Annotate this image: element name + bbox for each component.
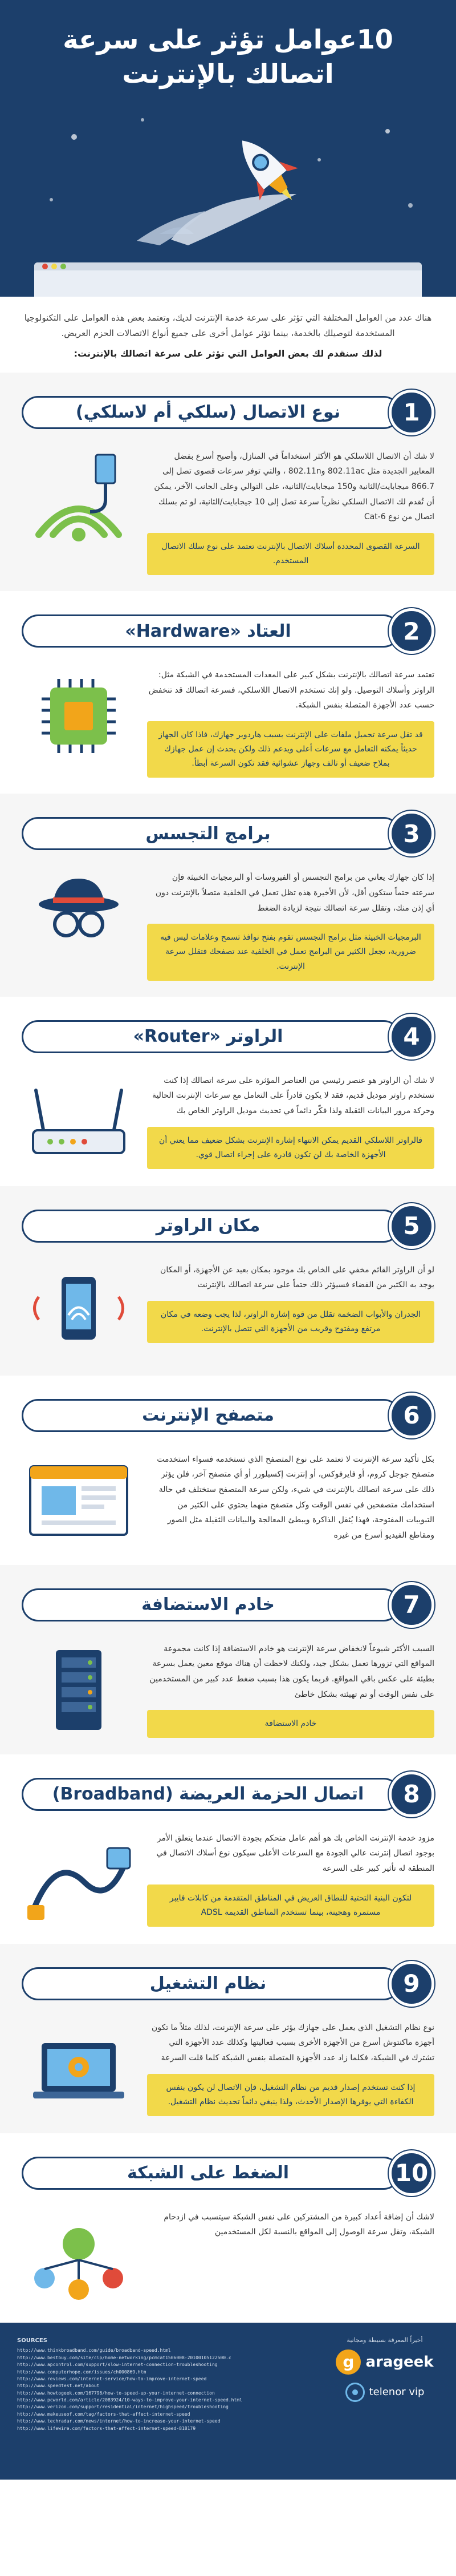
- cpu-chip-icon: [22, 668, 136, 765]
- section-header: [22, 1961, 434, 2007]
- section-text: بكل تأكيد سرعة الإنترنت لا تعتمد على نوع المتصفح الذي تستخدمه فسواء استخدمت متصفح جوجل كروم، أو فايرفوكس، أو إنترنت إكسبلورر أو أي متصفح آخر، فلن يؤثر ذلك على سرعة اتصالك بالإنترنت في شيء، ولكن سرعة المتصفح ستختلف في حالة استخدامك متصفحين في نفس الوقت وكل متصفح منهما يحتوي على الكثير من التبويبات المفتوحة، فهذا يُثقل الذاكرة ويبطئ المعالجة والبيانات الثقيلة مثل الصور ومقاطع الفيديو أسرع من غيره: [157, 1454, 434, 1540]
- section-title: الراوتر «Router»: [22, 1020, 400, 1053]
- title-line-2: اتصالك بالإنترنت: [122, 58, 334, 89]
- browser-frame: [34, 262, 422, 297]
- section-header: [22, 811, 434, 856]
- factor-section-3: [0, 794, 456, 996]
- section-title: نظام التشغيل: [22, 1967, 400, 2000]
- footer: [0, 2323, 456, 2480]
- chip-illustration: [22, 668, 136, 765]
- arageek-g-icon: g: [336, 2349, 361, 2375]
- section-header: [22, 608, 434, 654]
- section-title: الضغط على الشبكة: [22, 2157, 400, 2190]
- source-link[interactable]: http://www.lifewire.com/factors-that-affect-internet-speed-818179: [17, 2425, 196, 2431]
- broadband-cable-icon: [22, 1831, 136, 1928]
- os-illustration: [22, 2020, 136, 2117]
- factor-section-1: [0, 373, 456, 591]
- section-number: 3: [389, 811, 434, 856]
- network-users-icon: [22, 2210, 136, 2307]
- section-header: [22, 1014, 434, 1059]
- section-text: لاشك أن إضافة أعداد كبيرة من المشتركين على نفس الشبكة سيتسبب في ازدحام الشبكة، وتقل سرعة الوصول إلى المواقع بالنسبة لكل المستخدمين: [164, 2212, 434, 2237]
- section-note: السرعة القصوى المحددة أسلاك الاتصال بالإنترنت تعتمد على نوع سلك الاتصال المستخدم.: [147, 533, 434, 575]
- phone-signal-illustration: [22, 1263, 136, 1360]
- factor-section-5: [0, 1186, 456, 1376]
- source-link[interactable]: http://www.apcontrol.com/support/slow-internet-connection-troubleshooting: [17, 2362, 218, 2368]
- factor-section-8: [0, 1754, 456, 1944]
- source-link[interactable]: http://www.pcworld.com/article/2083924/10-ways-to-improve-your-internet-speed.html: [17, 2397, 242, 2403]
- section-note: قد تقل سرعة تحميل ملفات على الإنترنت بسبب هاردوير جهازك، فاذا كان الجهاز حديثاً يمكنه التعامل مع سرعات أعلى ويدعم ذلك ولكن يحدث إن عمل جهازك بملاح ضعيف أو تالف وجهاز عشوائية فقد تكون السرعة أبطأ.: [147, 721, 434, 778]
- sources-list: [17, 2336, 319, 2432]
- factor-section-9: [0, 1944, 456, 2133]
- section-number: 2: [389, 608, 434, 654]
- spy-icon: [22, 870, 136, 967]
- laptop-gear-icon: [22, 2020, 136, 2117]
- section-number: 4: [389, 1014, 434, 1059]
- section-text: لا شك أن الاتصال اللاسلكي هو الأكثر استخداماً في المنازل، وأصبح أسرع بفضل المعايير الجديدة مثل 802.11ac و802.11n ، والتي توفر سرعات قصوى تصل إلى 866.7 ميجابايت/الثانية و150 ميجابايت/الثانية، على التوالي وعلى الجانب الآخر، يمكن أن تُقدم لك الاتصال السلكي نظرياً سرعة تصل إلى 10 جيجابايت/الثانية، لو تم بسلك اتصال من نوع Cat-6: [154, 451, 434, 522]
- section-text: السبب الأكثر شيوعاً لانخفاض سرعة الإنترنت هو خادم الاستضافة إذا كانت مجموعة المواقع التي تزورها تعمل بشكل جيد، ولكنك لاحظت أن هناك موقع معين يعمل بسرعة بطيئة على عكس باقي المواقع. فربما يكون هذا بسبب ضغط عدد كبير من المستخدمين على نفس الوقت أو تم تهيئته بشكل خاطئ: [149, 1644, 434, 1699]
- source-link[interactable]: http://www.reviews.com/internet-service/how-to-improve-internet-speed: [17, 2376, 207, 2381]
- section-header: [22, 390, 434, 435]
- section-note: لتكون البنية التحتية للنطاق العريض في المناطق المتقدمة من كابلات فايبر مستمرة وهجينة، بينما تستخدم المناطق القديمة ADSL: [147, 1885, 434, 1927]
- section-text: إذا كان جهازك يعاني من برامج التجسس أو الفيروسات أو البرمجيات الخبيثة فإن سرعته حتماً ستكون أقل، لأن الأخيرة هذه تظل تعمل في الخلفية متصلاً بالإنترنت دون أي إذن منك، وتقلل سرعة اتصالك نتيجة لزيادة الضغط: [155, 873, 434, 913]
- wifi-cable-illustration: [22, 449, 136, 546]
- section-text: مزود خدمة الإنترنت الخاص بك هو أهم عامل متحكم بجودة الاتصال عندما يتعلق الأمر بوجود اتصال إنترنت عالي الجودة مع السرعات الأعلى سيكون نوع أسلاك الاتصال في المنطقة له تأثير كبير على السرعة: [156, 1833, 434, 1874]
- browser-window-icon: [22, 1452, 136, 1549]
- rocket-illustration: [0, 108, 456, 245]
- section-text: لو أن الراوتر القائم مخفي على الخاص بك موجود بمكان بعيد عن الأجهزة، أو المكان يوجد به الكثير من الفضاء فسيؤثر ذلك حتماً على سرعة اتصالك بالإنترنت: [160, 1265, 434, 1290]
- factor-section-10: [0, 2133, 456, 2323]
- section-number: 5: [389, 1203, 434, 1249]
- section-text: لا شك أن الراوتر هو عنصر رئيسي من العناصر المؤثرة على سرعة اتصالك إذا كنت تستخدم راوتر موديل قديم، فقد لا يكون قادراً على التعامل مع سرعات الإنترنت الحالية وحركة مرور البيانات الثقيلة ولذا فكّر دائماً في تحديث موديل الراوتر الخاص بك: [152, 1075, 434, 1116]
- window-dot-green: [60, 264, 66, 269]
- server-illustration: [22, 1641, 136, 1738]
- section-note: الجدران والأبواب الضخمة تقلل من قوة إشارة الراوتر، لذا يجب وضعه في مكان مرتفع ومفتوح وقريب من الأجهزة التي تتصل بالإنترنت.: [147, 1301, 434, 1343]
- window-dot-red: [42, 264, 48, 269]
- section-note: البرمجيات الخبيثة مثل برامج التجسس تقوم بفتح نوافذ تسمح وعلامات ليس فيه ضرورية، تجعل الكثير من البرامج تعمل في الخلفية عند تصفحك فتقلل سرعة الإنترنت.: [147, 924, 434, 981]
- brand-block: [331, 2336, 439, 2402]
- source-link[interactable]: http://www.computerhope.com/issues/ch000869.htm: [17, 2369, 146, 2375]
- network-load-illustration: [22, 2210, 136, 2307]
- section-number: 8: [389, 1772, 434, 1817]
- section-header: [22, 1582, 434, 1628]
- section-title: متصفح الإنترنت: [22, 1399, 400, 1432]
- router-icon: [22, 1073, 136, 1170]
- section-number: 7: [389, 1582, 434, 1628]
- source-link[interactable]: http://www.verizon.com/support/residential/internet/highspeed/troubleshooting: [17, 2404, 229, 2410]
- source-link[interactable]: http://www.thinkbroadband.com/guide/broadband-speed.html: [17, 2348, 171, 2353]
- section-text: تعتمد سرعة اتصالك بالإنترنت بشكل كبير على المعدات المستخدمة في الشبكة مثل: الراوتر وأسلاك التوصيل. ولو إنك تستخدم الاتصال اللاسلكي، فسرعة اتصالك قد تنخفض حسب عدد الأجهزة المتصلة بنفس الشبكة.: [148, 670, 434, 710]
- server-icon: [22, 1641, 136, 1738]
- factor-section-6: [0, 1376, 456, 1565]
- factor-section-4: [0, 997, 456, 1186]
- intro-lead: لذلك سنقدم لك بعض العوامل التي تؤثر على سرعة اتصالك بالإنترنت:: [74, 348, 382, 359]
- section-header: [22, 1393, 434, 1438]
- phone-signal-icon: [22, 1263, 136, 1360]
- window-dot-yellow: [51, 264, 57, 269]
- spy-illustration: [22, 870, 136, 967]
- intro-text: هناك عدد من العوامل المختلفة التي تؤثر على سرعة خدمة الإنترنت لديك، وتعتمد بعض هذه العوامل على التكنولوجيا المستخدمة لتوصيلك بالخدمة، بينما تؤثر عوامل أخرى على جميع أنواع الاتصالات الحزم العريض.: [24, 313, 432, 338]
- brand-tagline: أخيراً المعرفة بسيطة ومجانية: [347, 2336, 423, 2344]
- section-title: خادم الاستضافة: [22, 1588, 400, 1621]
- section-note: فالراوتر اللاسلكي القديم يمكن الانتهاء إشارة الإنترنت بشكل ضعيف مما يعني أن الأجهزة الخاصة بك لن تكون قادرة على إجراء اتصال قوي.: [147, 1127, 434, 1169]
- source-link[interactable]: http://www.speedtest.net/about: [17, 2383, 100, 2389]
- section-title: اتصال الحزمة العريضة (Broadband): [22, 1778, 400, 1811]
- section-title: برامج التجسس: [22, 817, 400, 850]
- section-title: العتاد «Hardware»: [22, 614, 400, 648]
- section-text: نوع نظام التشغيل الذي يعمل على جهازك يؤثر على سرعة الإنترنت، لذلك مثلاً ما تكون أجهزة ماكنتوش أسرع من الأجهزة الأخرى بسبب فعاليتها وكذلك عدد الأجهزة التي تشترك في الشبكة، فكلما زاد عدد الأجهزة المتصلة بنفس الشبكة كلما قلت السرعة: [152, 2023, 434, 2063]
- factor-section-2: [0, 591, 456, 794]
- arageek-logo: [331, 2349, 439, 2375]
- factor-section-7: [0, 1565, 456, 1754]
- source-link[interactable]: http://www.makeuseof.com/tag/factors-that-affect-internet-speed: [17, 2411, 190, 2417]
- router-illustration: [22, 1073, 136, 1170]
- header-banner: [0, 0, 456, 297]
- browser-illustration: [22, 1452, 136, 1549]
- title-line-1: 10عوامل تؤثر على سرعة: [63, 24, 393, 55]
- source-link[interactable]: http://www.howtogeek.com/167796/how-to-speed-up-your-internet-connection: [17, 2390, 215, 2396]
- section-number: 10: [389, 2150, 434, 2196]
- section-header: [22, 1772, 434, 1817]
- wifi-icon: [22, 449, 136, 546]
- rocket-icon: [0, 108, 456, 245]
- page-title: [0, 0, 456, 91]
- section-header: [22, 2150, 434, 2196]
- section-number: 9: [389, 1961, 434, 2007]
- section-note: خادم الاستضافة: [147, 1710, 434, 1738]
- telenor-name: telenor vip: [369, 2386, 425, 2399]
- intro-block: [0, 297, 456, 373]
- cable-illustration: [22, 1831, 136, 1928]
- section-note: إذا كنت تستخدم إصدار قديم من نظام التشغيل، فإن الاتصال لن يكون بنفس الكفاءة التي يوفرها الإصدار الأحدث، ولذا ينبغي دائماً تحديث نظام التشغيل.: [147, 2074, 434, 2116]
- section-title: مكان الراوتر: [22, 1210, 400, 1243]
- section-number: 1: [389, 390, 434, 435]
- source-link[interactable]: http://www.techradar.com/news/internet/how-to-increase-your-internet-speed: [17, 2419, 221, 2424]
- sources-heading: SOURCES: [17, 2337, 47, 2344]
- section-header: [22, 1203, 434, 1249]
- telenor-logo: [331, 2383, 439, 2402]
- telenor-icon: [345, 2383, 365, 2402]
- source-link[interactable]: http://www.bestbuy.com/site/clp/home-networking/pcmcat1506008-20100105122500.c: [17, 2355, 231, 2360]
- brand-name: arageek: [365, 2353, 434, 2371]
- section-number: 6: [389, 1393, 434, 1438]
- section-title: نوع الاتصال (سلكي أم لاسلكي): [22, 396, 400, 429]
